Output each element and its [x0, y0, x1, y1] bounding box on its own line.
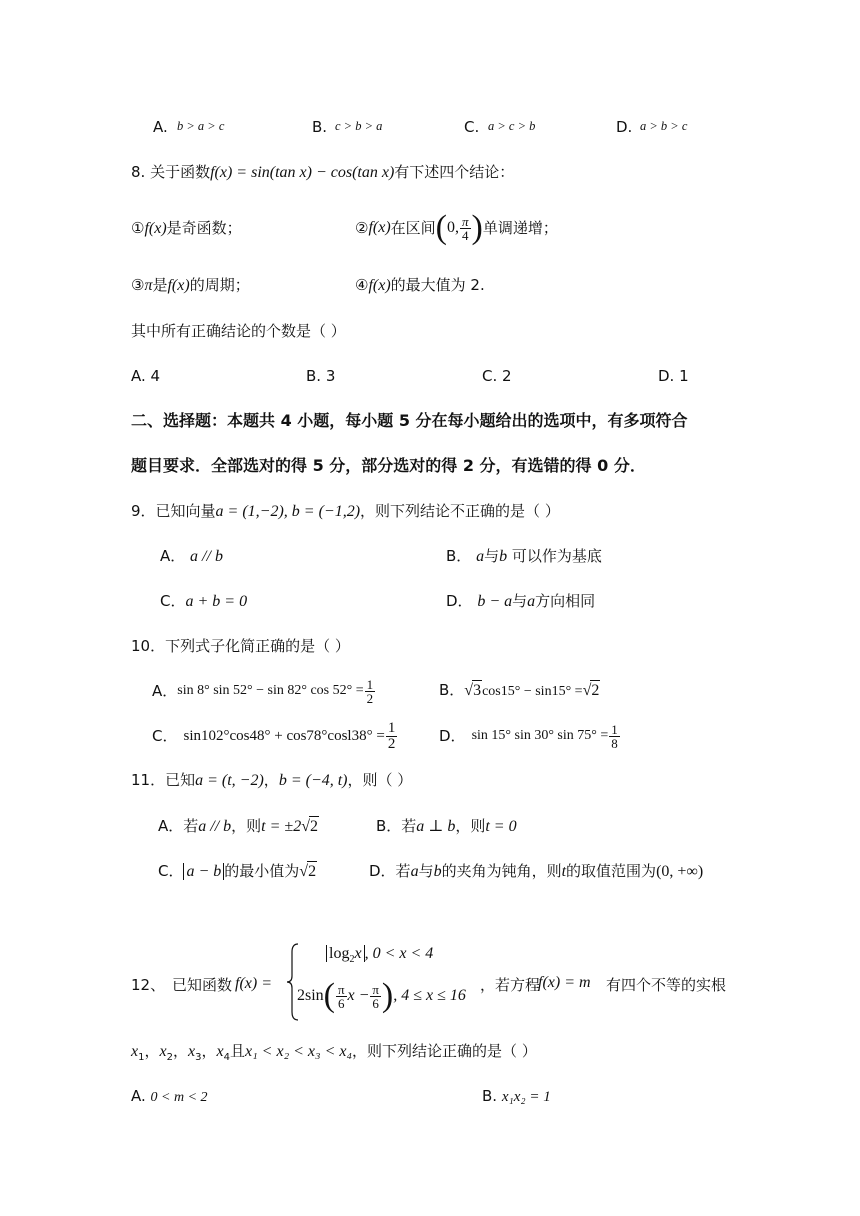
statement-text: 单调递增；: [482, 219, 558, 237]
connector-text: 且: [229, 1042, 245, 1060]
section-heading-line-1: 二、选择题：本题共 4 小题，每小题 5 分在每小题给出的选项中，有多项符合: [131, 411, 688, 430]
q12-number: 12、: [131, 976, 166, 994]
q10-option-d: [439, 716, 621, 756]
case-condition: , 4 ≤ x ≤ 16: [393, 987, 466, 1004]
option-label: C．: [158, 862, 184, 880]
comma: ，: [172, 1042, 188, 1060]
q11-option-c: C． a − b 的最小值为√2: [158, 862, 317, 880]
option-label: D．: [439, 727, 466, 745]
option-label: B．: [439, 681, 465, 699]
option-text: 的取值范围为: [566, 862, 657, 880]
piecewise-case-2: [297, 971, 466, 1021]
piecewise-case-1: [326, 945, 433, 965]
q11-prefix: 11．已知: [131, 771, 196, 789]
connector-text: 与: [484, 547, 500, 565]
q10-option-c: [152, 714, 398, 758]
denominator: 2: [366, 690, 374, 706]
denominator: 4: [462, 227, 469, 243]
vector-b-def: b = (−4, t): [278, 772, 348, 789]
q11-option-b: [376, 816, 517, 837]
right-paren: ): [471, 209, 483, 246]
q12-line-2: [131, 1041, 537, 1068]
vector-b: b: [499, 548, 508, 565]
statement-text: 的最大值为 2.: [390, 276, 485, 294]
function-symbol: f(x): [368, 277, 391, 294]
denominator: 6: [372, 995, 379, 1011]
q11-suffix: ，则（ ）: [347, 771, 413, 789]
option-expr: a // b: [198, 818, 232, 835]
separator: ，: [263, 771, 279, 789]
option-label: D．若: [369, 862, 411, 880]
case-coefficient: 2sin: [297, 987, 324, 1004]
ordering-expr: x₁ < x₂ < x₃ < x₄: [245, 1043, 353, 1060]
fraction: [370, 983, 381, 1010]
statement-text: 在区间: [390, 219, 436, 237]
q11-stem: [131, 770, 412, 791]
q8-statement-1: [131, 218, 242, 239]
subscript: 3: [195, 1052, 202, 1063]
option-b-label: B.: [312, 118, 328, 136]
option-label: D．: [446, 592, 473, 610]
option-d-label: D.: [616, 118, 633, 136]
option-c-expr: a > c > b: [488, 119, 536, 133]
numerator: 1: [611, 721, 618, 737]
pi-symbol: π: [144, 277, 153, 294]
statement-text: 的周期；: [189, 276, 250, 294]
fraction: [386, 721, 398, 752]
q12-line-2-suffix: ，则下列结论正确的是（ ）: [352, 1042, 537, 1060]
q8-statement-4: [355, 275, 485, 296]
q9-option-b: [446, 546, 602, 567]
q12-equation: f(x) = m: [538, 974, 591, 991]
numerator: 1: [366, 676, 374, 692]
statement-number: ③: [131, 276, 145, 294]
option-label: C．: [160, 592, 186, 610]
denominator: 8: [611, 735, 618, 751]
option-text: 可以作为基底: [511, 547, 602, 565]
radicand: 2: [591, 682, 600, 699]
variable-t: t: [561, 863, 567, 880]
fraction: [609, 723, 620, 750]
q8-option-a: A. 4: [131, 367, 161, 385]
vector-a: a: [410, 863, 419, 880]
case-condition: , 0 < x < 4: [364, 945, 434, 962]
q8-statement-2: [355, 207, 558, 249]
q8-function: f(x) = sin(tan x) − cos(tan x): [210, 164, 395, 181]
denominator: 2: [387, 735, 396, 752]
subscript: 1: [138, 1052, 145, 1063]
option-text: 的夹角为钝角，则: [441, 862, 562, 880]
comma: ，: [201, 1042, 217, 1060]
option-label: B．若: [376, 817, 417, 835]
option-label: B．: [446, 547, 472, 565]
vector-b: b: [433, 863, 442, 880]
left-paren: (: [435, 209, 447, 246]
q8-statement-3: [131, 275, 250, 296]
variable-x4: x: [216, 1043, 224, 1060]
q8-option-c: C. 2: [482, 367, 512, 385]
numerator: π: [372, 981, 379, 997]
statement-text: 是: [152, 276, 168, 294]
variable-x3: x: [188, 1043, 196, 1060]
log-base: 2: [349, 954, 355, 965]
case-expr: x −: [347, 987, 370, 1004]
option-label: A．: [160, 547, 186, 565]
q12-option-b: [482, 1086, 551, 1107]
comma: ，: [144, 1042, 160, 1060]
q8-stem: [131, 162, 514, 183]
option-d-expr: a > b > c: [640, 119, 688, 133]
function-symbol: f(x): [167, 277, 190, 294]
option-label: A.: [131, 1087, 146, 1105]
numerator: π: [337, 981, 345, 997]
vector-a: a: [527, 593, 536, 610]
q8-suffix: 有下述四个结论：: [394, 163, 515, 181]
subscript: 2: [166, 1052, 173, 1063]
option-b-expr: c > b > a: [335, 119, 383, 133]
section-heading-line-2: 题目要求．全部选对的得 5 分，部分选对的得 2 分，有选错的得 0 分．: [131, 456, 646, 475]
radicand: 3: [473, 682, 482, 699]
function-symbol: f(x): [144, 220, 167, 237]
option-a-expr: b > a > c: [177, 119, 225, 133]
statement-number: ①: [131, 219, 145, 237]
q9-prefix: 9．已知向量: [131, 502, 216, 520]
q9-option-a: [160, 546, 223, 567]
vector-a: a: [476, 548, 485, 565]
option-expr: a // b: [190, 548, 223, 565]
statement-number: ④: [355, 276, 369, 294]
q11-option-a: A．若a // b，则t = ±2√2: [158, 817, 318, 835]
option-expr: sin 15° sin 30° sin 75° =: [471, 728, 609, 743]
fraction: [336, 983, 347, 1010]
option-range: (0, +∞): [656, 863, 704, 880]
radicand: 2: [308, 863, 317, 880]
option-text: 方向相同: [535, 592, 596, 610]
option-expr: sin102°cos48° + cos78°cosl38° =: [183, 728, 385, 744]
option-expr: 0 < m < 2: [150, 1090, 208, 1105]
option-label: A．若: [158, 817, 199, 835]
numerator: π: [461, 213, 469, 229]
option-label: C．: [152, 727, 178, 745]
right-paren: ): [381, 977, 394, 1014]
q12-mid: ，若方程: [480, 976, 541, 994]
option-text: 的最小值为: [224, 862, 300, 880]
q12-prefix: 已知函数: [172, 976, 233, 994]
option-c-label: C.: [464, 118, 480, 136]
q9-suffix: ，则下列结论不正确的是（ ）: [360, 502, 560, 520]
variable-x2: x: [159, 1043, 167, 1060]
connector-text: 与: [512, 592, 528, 610]
option-expr: a ⊥ b: [416, 818, 456, 835]
option-result: t = ±2: [261, 818, 302, 835]
connector-text: ，则: [231, 817, 262, 835]
q9-vector-definition: a = (1,−2), b = (−1,2): [215, 503, 361, 520]
variable-x1: x: [131, 1043, 139, 1060]
fraction: [365, 678, 376, 705]
q10-option-a: [152, 670, 376, 712]
function-symbol: f(x): [368, 219, 391, 236]
q12-suffix: 有四个不等的实根: [606, 976, 727, 994]
q9-option-d: [446, 591, 595, 612]
q11-option-d: [369, 861, 703, 882]
interval-start: 0,: [447, 219, 459, 236]
pi-over-4-fraction: [460, 215, 471, 242]
option-label: A．: [152, 682, 178, 700]
option-a-label: A.: [153, 118, 168, 136]
log-text: log: [329, 945, 350, 962]
q9-stem: [131, 501, 560, 522]
q12-option-a: [131, 1086, 208, 1108]
option-result: t = 0: [485, 818, 517, 835]
option-expr: a − b: [183, 863, 224, 880]
option-expr: a + b = 0: [185, 593, 248, 610]
q8-prefix: 8. 关于函数: [131, 163, 211, 181]
statement-number: ②: [355, 219, 369, 237]
option-label: B.: [482, 1087, 498, 1105]
vector-a-def: a = (t, −2): [195, 772, 264, 789]
option-expr: cos15° − sin15° =: [482, 684, 583, 699]
q8-question: 其中所有正确结论的个数是（ ）: [131, 322, 346, 340]
q10-option-b: B．√3cos15° − sin15° =√2: [439, 681, 600, 699]
q8-option-d: D. 1: [658, 367, 689, 385]
q8-option-b: B. 3: [306, 367, 336, 385]
subscript: 4: [223, 1052, 230, 1063]
variable-x: x: [354, 945, 362, 962]
connector-text: 与: [418, 862, 434, 880]
q12-fx: f(x) =: [235, 975, 272, 992]
left-paren: (: [323, 977, 335, 1014]
q10-stem: 10．下列式子化简正确的是（ ）: [131, 637, 350, 655]
option-expr: b − a: [477, 593, 513, 610]
option-expr: sin 8° sin 52° − sin 82° cos 52° =: [177, 683, 364, 698]
radicand: 2: [309, 818, 318, 835]
denominator: 6: [338, 995, 345, 1011]
q9-option-c: [160, 591, 247, 612]
numerator: 1: [387, 719, 396, 736]
option-expr: x₁x₂ = 1: [501, 1089, 551, 1105]
connector-text: ，则: [455, 817, 486, 835]
statement-text: 是奇函数；: [166, 219, 242, 237]
